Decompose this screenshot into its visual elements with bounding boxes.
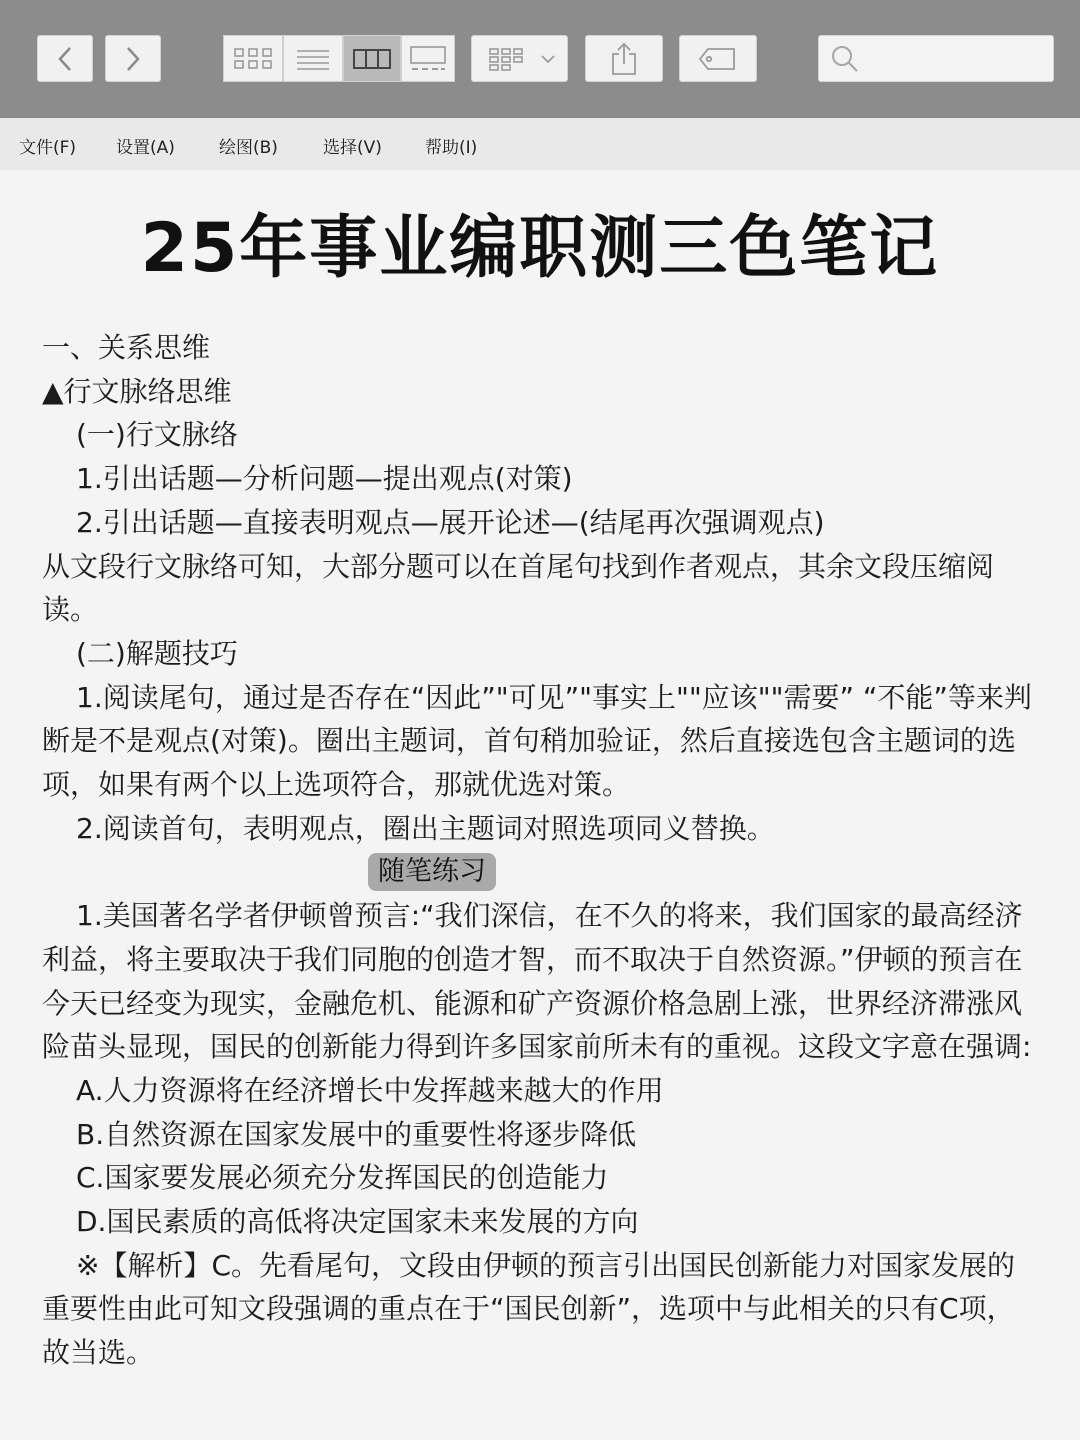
subsection-heading: ▲行文脉络思维 xyxy=(42,374,232,408)
paragraph: 2.引出话题—直接表明观点—展开论述—(结尾再次强调观点) xyxy=(76,505,825,539)
menu-settings[interactable]: 设置(A) xyxy=(116,138,175,158)
grid-view-icon xyxy=(233,46,273,72)
chevron-down-icon xyxy=(540,53,556,65)
back-button[interactable] xyxy=(37,35,93,82)
forward-icon xyxy=(123,45,143,73)
group-icon xyxy=(488,46,528,72)
list-view-button[interactable] xyxy=(283,35,343,82)
practice-badge: 随笔练习 xyxy=(368,853,496,891)
document-body xyxy=(42,326,1042,1375)
option-d: D.国民素质的高低将决定国家未来发展的方向 xyxy=(76,1205,639,1239)
paragraph: 1.阅读尾句，通过是否存在“因此”"可见”"事实上""应该""需要” “不能”等来判断是不是观点(对策)。圈出主题词，首句稍加验证，然后直接选包含主题词的选项，如果有两个以上选项符合，那就优选对策。 xyxy=(42,680,1032,802)
option-b: B.自然资源在国家发展中的重要性将逐步降低 xyxy=(76,1117,637,1151)
column-view-button[interactable] xyxy=(343,35,401,82)
paragraph: (一)行文脉络 xyxy=(76,418,238,452)
badge-row xyxy=(42,850,1042,894)
list-view-icon xyxy=(295,46,331,72)
paragraph: (二)解题技巧 xyxy=(76,636,238,670)
forward-button[interactable] xyxy=(105,35,161,82)
view-switcher xyxy=(223,35,455,82)
paragraph: 2.阅读首句，表明观点，圈出主题词对照选项同义替换。 xyxy=(76,811,775,845)
tag-icon xyxy=(698,46,738,72)
menu-help[interactable]: 帮助(I) xyxy=(425,138,478,158)
menu-bar xyxy=(0,118,1080,170)
menu-file[interactable]: 文件(F) xyxy=(19,138,77,158)
column-view-icon xyxy=(352,47,392,71)
option-c: C.国家要发展必须充分发挥国民的创造能力 xyxy=(76,1161,609,1195)
option-a: A.人力资源将在经济增长中发挥越来越大的作用 xyxy=(76,1073,664,1107)
toolbar xyxy=(0,0,1080,118)
share-icon xyxy=(609,42,639,76)
menu-select[interactable]: 选择(V) xyxy=(323,138,382,158)
answer-analysis: ※【解析】C。先看尾句，文段由伊顿的预言引出国民创新能力对国家发展的重要性由此可知文段强调的重点在于“国民创新”，选项中与此相关的只有C项，故当选。 xyxy=(42,1248,1016,1370)
menu-draw[interactable]: 绘图(B) xyxy=(219,138,278,158)
search-field[interactable] xyxy=(818,35,1054,82)
gallery-view-button[interactable] xyxy=(401,35,455,82)
paragraph: 1.引出话题—分析问题—提出观点(对策) xyxy=(76,462,573,496)
search-icon xyxy=(831,45,859,73)
gallery-view-icon xyxy=(408,45,448,73)
section-heading: 一、关系思维 xyxy=(42,331,211,364)
search-input[interactable] xyxy=(867,48,1047,69)
group-button[interactable] xyxy=(471,35,568,82)
question-stem: 1.美国著名学者伊顿曾预言:“我们深信，在不久的将来，我们国家的最高经济利益，将主要取决于我们同胞的创造才智，而不取决于自然资源。”伊顿的预言在今天已经变为现实，金融危机、能源和矿产资源价格急剧上涨，世界经济滞涨风险苗头显现，国民的创新能力得到许多国家前所未有的重视。这段文字意在强调: xyxy=(42,899,1032,1064)
back-icon xyxy=(55,45,75,73)
document-area xyxy=(0,170,1080,1440)
grid-view-button[interactable] xyxy=(223,35,283,82)
document-title: 25年事业编职测三色笔记 xyxy=(140,209,940,288)
share-button[interactable] xyxy=(585,35,663,82)
tag-button[interactable] xyxy=(679,35,757,82)
paragraph: 从文段行文脉络可知，大部分题可以在首尾句找到作者观点，其余文段压缩阅读。 xyxy=(42,549,995,627)
